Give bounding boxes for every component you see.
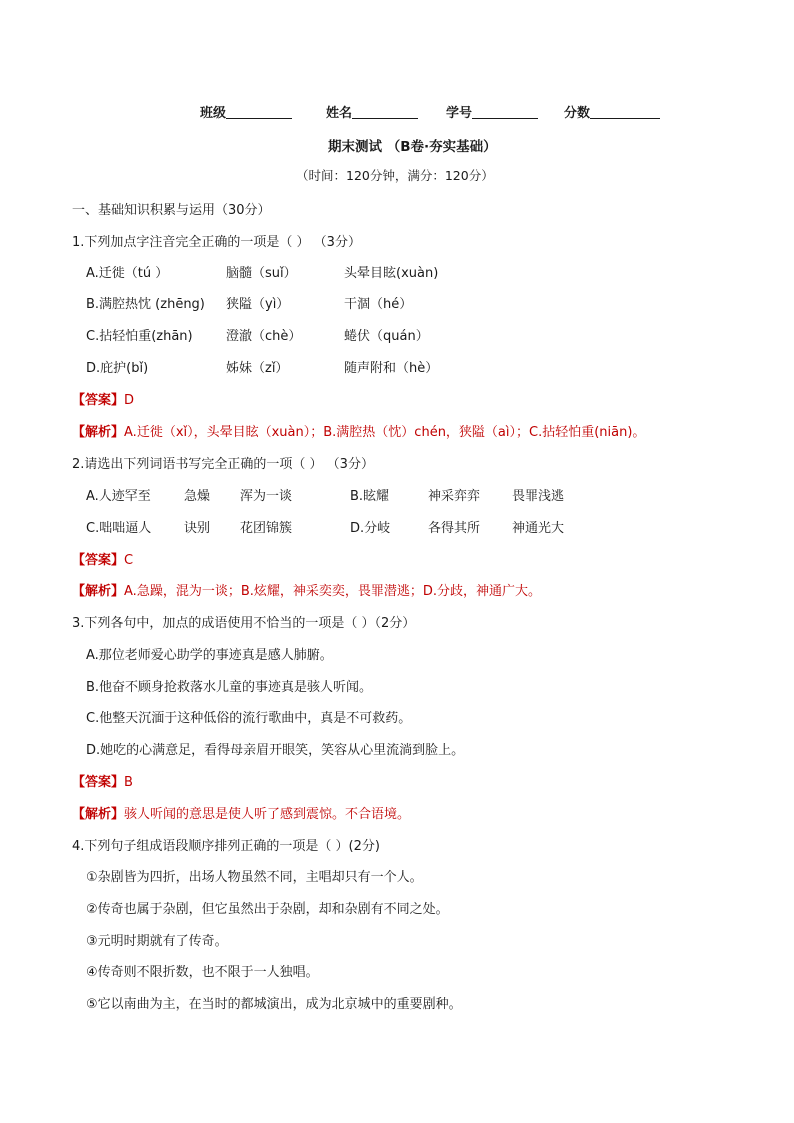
option-cell: 花团锦簇 xyxy=(240,521,293,536)
option-d-2: 姊妹（zǐ） xyxy=(226,361,289,376)
option-a-3: 头晕目眩(xuàn) xyxy=(344,266,439,281)
option-a-1: A.迁徙（tú ） xyxy=(86,266,169,281)
option-cell: 畏罪浅逃 xyxy=(512,489,565,504)
option-d-1: D.庇护(bǐ) xyxy=(86,361,149,376)
option-cell: B.眩耀 xyxy=(350,489,390,504)
option-cell: C.咄咄逼人 xyxy=(86,521,152,536)
option-b-2: 狭隘（yì） xyxy=(226,297,290,312)
option-cell: 各得其所 xyxy=(428,521,481,536)
option-cell: A.人迹罕至 xyxy=(86,489,151,504)
answer-value: C xyxy=(124,553,134,568)
page-title: 期末测试 （B卷·夯实基础） xyxy=(328,139,497,155)
answer-tag: 【答案】 xyxy=(72,553,125,568)
option-cell: 诀别 xyxy=(184,521,211,536)
section-heading: 一、基础知识积累与运用（30分） xyxy=(72,203,271,218)
name-field[interactable] xyxy=(326,102,418,121)
analysis-text: 骇人听闻的意思是使人听了感到震惊。不合语境。 xyxy=(124,807,411,822)
analysis-text: A.急躁，混为一谈；B.炫耀，神采奕奕，畏罪潜逃；D.分歧，神通广大。 xyxy=(124,584,542,599)
option-d-3: 随声附和（hè） xyxy=(344,361,439,376)
analysis-line xyxy=(72,421,645,440)
option-a: A.那位老师爱心助学的事迹真是感人肺腑。 xyxy=(86,648,333,663)
option-c: C.他整天沉湎于这种低俗的流行歌曲中，真是不可救药。 xyxy=(86,711,412,726)
student-id-blank[interactable] xyxy=(472,104,538,119)
score-blank[interactable] xyxy=(590,104,660,119)
option-a-2: 脑髓（suǐ） xyxy=(226,266,297,281)
class-field[interactable] xyxy=(200,102,292,121)
option-d: D.她吃的心满意足，看得母亲眉开眼笑，笑容从心里流淌到脸上。 xyxy=(86,743,465,758)
sentence-2: ②传奇也属于杂剧，但它虽然出于杂剧，却和杂剧有不同之处。 xyxy=(86,902,449,917)
question-stem: 1.下列加点字注音完全正确的一项是（ ） （3分） xyxy=(72,235,361,250)
name-label: 姓名 xyxy=(326,106,353,121)
analysis-tag: 【解析】 xyxy=(72,425,125,440)
name-blank[interactable] xyxy=(352,104,418,119)
answer-tag: 【答案】 xyxy=(72,775,125,790)
option-cell: 神通光大 xyxy=(512,521,565,536)
option-cell: 急燥 xyxy=(184,489,211,504)
analysis-tag: 【解析】 xyxy=(72,584,125,599)
student-id-field[interactable] xyxy=(446,102,538,121)
option-b: B.他奋不顾身抢救落水儿童的事迹真是骇人听闻。 xyxy=(86,680,373,695)
answer-value: D xyxy=(124,393,135,408)
sentence-5: ⑤它以南曲为主，在当时的都城演出，成为北京城中的重要剧种。 xyxy=(86,997,462,1012)
answer-line xyxy=(72,389,134,408)
answer-value: B xyxy=(124,775,133,790)
question-stem: 3.下列各句中，加点的成语使用不恰当的一项是（ ）（2分） xyxy=(72,616,416,631)
answer-line xyxy=(72,549,133,568)
score-field[interactable] xyxy=(564,102,660,121)
score-label: 分数 xyxy=(564,106,591,121)
option-c-1: C.拈轻怕重(zhān) xyxy=(86,329,193,344)
analysis-line xyxy=(72,803,410,822)
class-blank[interactable] xyxy=(226,104,292,119)
question-stem: 2.请选出下列词语书写完全正确的一项（ ） （3分） xyxy=(72,457,374,472)
option-b-1: B.满腔热忱 (zhēng) xyxy=(86,297,205,312)
analysis-text: A.迁徙（xǐ），头晕目眩（xuàn）；B.满腔热（忱）chén，狭隘（aì）；C.拈轻怕重(niān)。 xyxy=(124,425,646,440)
option-c-2: 澄澈（chè） xyxy=(226,329,302,344)
time-info: （时间：120分钟，满分：120分） xyxy=(296,168,494,183)
sentence-1: ①杂剧皆为四折，出场人物虽然不同，主唱却只有一个人。 xyxy=(86,870,423,885)
student-id-label: 学号 xyxy=(446,106,473,121)
option-c-3: 蜷伏（quán） xyxy=(344,329,429,344)
sentence-3: ③元明时期就有了传奇。 xyxy=(86,934,228,949)
answer-line xyxy=(72,771,133,790)
option-cell: 浑为一谈 xyxy=(240,489,293,504)
analysis-line xyxy=(72,580,541,599)
option-cell: 神采弈弈 xyxy=(428,489,481,504)
question-stem: 4.下列句子组成语段顺序排列正确的一项是（ ）(2分) xyxy=(72,839,380,854)
analysis-tag: 【解析】 xyxy=(72,807,125,822)
class-label: 班级 xyxy=(200,106,227,121)
option-b-3: 干涸（hé） xyxy=(344,297,413,312)
option-cell: D.分岐 xyxy=(350,521,391,536)
answer-tag: 【答案】 xyxy=(72,393,125,408)
sentence-4: ④传奇则不限折数，也不限于一人独唱。 xyxy=(86,965,319,980)
